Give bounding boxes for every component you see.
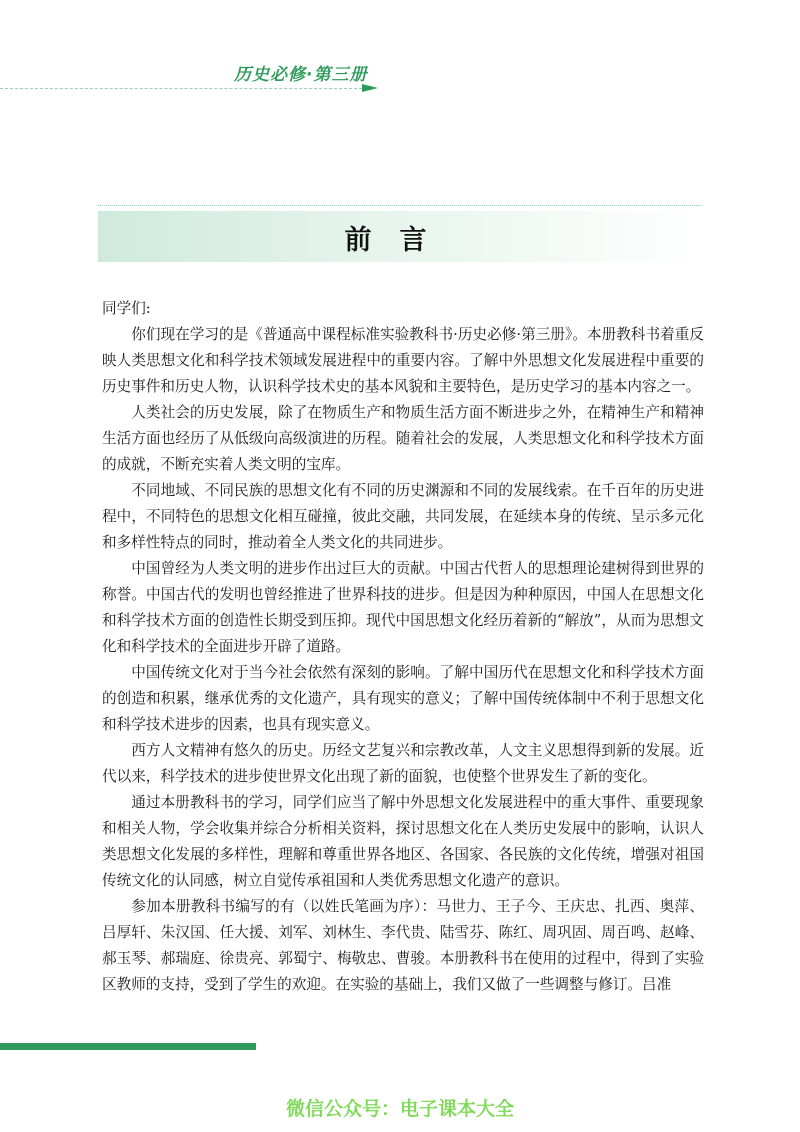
book-label: 历史必修·第三册 xyxy=(234,65,368,85)
body-text xyxy=(102,296,704,998)
page-title: 前言 xyxy=(344,225,455,256)
header-dashed-rule xyxy=(0,88,362,89)
title-band-dotted-rule xyxy=(98,205,701,206)
paragraph: 西方人文精神有悠久的历史。历经文艺复兴和宗教改革，人文主义思想得到新的发展。近代以来，科学技术的进步使世界文化出现了新的面貌，也使整个世界发生了新的变化。 xyxy=(102,742,704,785)
header-arrow-icon xyxy=(362,84,378,92)
paragraph: 中国曾经为人类文明的进步作出过巨大的贡献。中国古代哲人的思想理论建树得到世界的称誉。中国古代的发明也曾经推进了世界科技的进步。但是因为种种原因，中国人在思想文化和科学技术方面的创造性长期受到压抑。现代中国思想文化经历着新的“解放”，从而为思想文化和科学技术的全面进步开辟了道路。 xyxy=(102,560,704,655)
footer-green-bar xyxy=(0,1043,256,1050)
paragraph: 不同地域、不同民族的思想文化有不同的历史渊源和不同的发展线索。在千百年的历史进程中，不同特色的思想文化相互碰撞，彼此交融，共同发展，在延续本身的传统、呈示多元化和多样性特点的同时，推动着全人类文化的共同进步。 xyxy=(102,482,704,551)
paragraph: 通过本册教科书的学习，同学们应当了解中外思想文化发展进程中的重大事件、重要现象和相关人物，学会收集并综合分析相关资料，探讨思想文化在人类历史发展中的影响，认识人类思想文化发展的多样性，理解和尊重世界各地区、各国家、各民族的文化传统，增强对祖国传统文化的认同感，树立自觉传承祖国和人类优秀思想文化遗产的意识。 xyxy=(102,794,704,889)
paragraph: 中国传统文化对于当今社会依然有深刻的影响。了解中国历代在思想文化和科学技术方面的创造和积累，继承优秀的文化遗产，具有现实的意义；了解中国传统体制中不利于思想文化和科学技术进步的因素，也具有现实意义。 xyxy=(102,664,704,733)
paragraph: 人类社会的历史发展，除了在物质生产和物质生活方面不断进步之外，在精神生产和精神生活方面也经历了从低级向高级演进的历程。随着社会的发展，人类思想文化和科学技术方面的成就，不断充实着人类文明的宝库。 xyxy=(102,404,704,473)
paragraph: 你们现在学习的是《普通高中课程标准实验教科书·历史必修·第三册》。本册教科书着重反映人类思想文化和科学技术领域发展进程中的重要内容。了解中外思想文化发展进程中重要的历史事件和历史人物，认识科学技术史的基本风貌和主要特色，是历史学习的基本内容之一。 xyxy=(102,326,704,395)
footer-watermark: 微信公众号：电子课本大全 xyxy=(285,1098,514,1120)
paragraph: 参加本册教科书编写的有（以姓氏笔画为序）：马世力、王子今、王庆忠、扎西、奥萍、吕厚轩、朱汉国、任大援、刘军、刘林生、李代贵、陆雪芬、陈红、周巩固、周百鸣、赵峰、郝玉琴、郝瑞庭、徐贵亮、郭蜀宁、梅敬忠、曹骏。本册教科书在使用的过程中，得到了实验区教师的支持，受到了学生的欢迎。在实验的基础上，我们又做了一些调整与修订。吕准 xyxy=(102,898,704,993)
salutation: 同学们: xyxy=(102,300,151,317)
